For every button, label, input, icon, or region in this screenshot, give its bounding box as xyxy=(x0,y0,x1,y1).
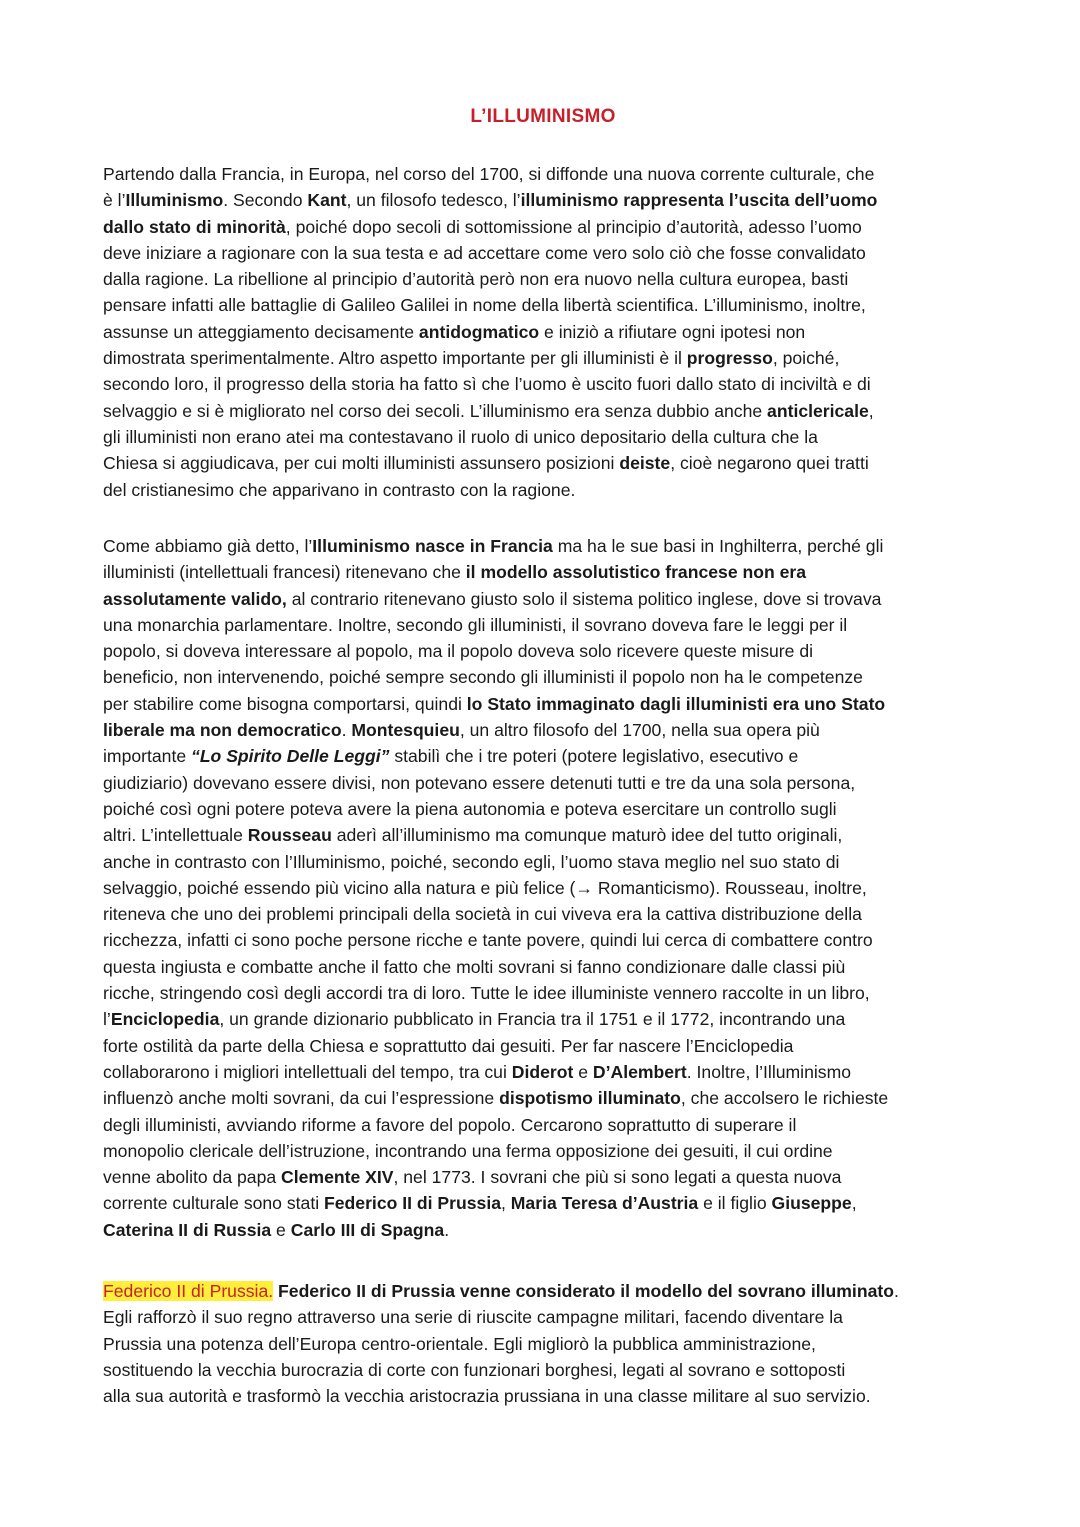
text-line xyxy=(103,1164,983,1190)
text-line xyxy=(103,477,983,503)
text-line xyxy=(103,371,983,397)
text-run: riteneva che uno dei problemi principali della società in cui viveva era la cattiva distribuzione della xyxy=(103,904,862,925)
text-line xyxy=(103,1085,983,1111)
text-run: e iniziò a rifiutare ogni ipotesi non xyxy=(539,321,806,342)
text-line xyxy=(103,240,983,266)
text-line xyxy=(103,1304,983,1330)
bold-text: Enciclopedia xyxy=(110,1009,220,1030)
text-line xyxy=(103,161,983,187)
text-line xyxy=(103,691,983,717)
text-run: al contrario ritenevano giusto solo il sistema politico inglese, dove si trovava xyxy=(286,588,882,609)
text-line xyxy=(103,980,983,1006)
text-run: Come abbiamo già detto, l’ xyxy=(103,536,313,556)
bold-text: Maria Teresa d’Austria xyxy=(510,1193,699,1214)
text-run: importante xyxy=(103,746,192,767)
text-run: venne abolito da papa xyxy=(103,1167,282,1188)
text-line xyxy=(103,214,983,240)
bold-text: assolutamente valido, xyxy=(103,588,287,609)
text-line xyxy=(103,1059,983,1085)
text-line xyxy=(103,1033,983,1059)
text-line xyxy=(103,796,983,822)
text-run: . xyxy=(444,1219,450,1240)
text-line xyxy=(103,822,983,848)
paragraph-illuminismo-intro xyxy=(103,161,983,503)
text-run: Partendo dalla Francia, in Europa, nel corso del 1700, si diffonde una nuova corrente culturale, che xyxy=(103,164,875,184)
bold-text: antidogmatico xyxy=(418,321,540,342)
text-line xyxy=(103,450,983,476)
text-run: anche in contrasto con l’Illuminismo, poiché, secondo egli, l’uomo stava meglio nel suo stato di xyxy=(103,851,840,872)
text-run: gli illuministi non erano atei ma contestavano il ruolo di unico depositario della cultura che la xyxy=(103,426,818,447)
text-line xyxy=(103,424,983,450)
bold-text: Carlo III di Spagna xyxy=(290,1219,445,1240)
bold-text: D’Alembert xyxy=(592,1061,687,1082)
text-run: , un altro filosofo del 1700, nella sua opera più xyxy=(459,720,820,741)
bold-text: liberale ma non democratico xyxy=(103,720,342,741)
text-line xyxy=(103,1331,983,1357)
text-run: selvaggio, poiché essendo più vicino alla natura e più felice (→ Romanticismo). Rousseau, inoltre, xyxy=(103,877,867,898)
text-line xyxy=(103,875,983,901)
text-run: alla sua autorità e trasformò la vecchia aristocrazia prussiana in una classe militare al suo servizio. xyxy=(103,1386,871,1407)
bold-text: Giuseppe xyxy=(771,1193,852,1214)
bold-text: Diderot xyxy=(511,1061,574,1082)
bold-text: Illuminismo xyxy=(125,190,224,211)
text-line xyxy=(103,319,983,345)
text-line xyxy=(103,345,983,371)
text-line xyxy=(103,398,983,424)
text-line xyxy=(103,849,983,875)
text-run: pensare infatti alle battaglie di Galileo Galilei in nome della libertà scientifica. L’illuminismo, inoltre, xyxy=(103,295,866,316)
text-run: e xyxy=(573,1061,593,1082)
text-run: per stabilire come bisogna comportarsi, quindi xyxy=(103,693,467,714)
text-run: e xyxy=(271,1219,291,1240)
bold-text: Montesquieu xyxy=(351,720,460,741)
document-title: L’ILLUMINISMO xyxy=(470,106,616,127)
text-run: , xyxy=(501,1193,511,1214)
text-run: ricche, stringendo così degli accordi tra di loro. Tutte le idee illuministe vennero raccolte in un libro, xyxy=(103,983,870,1004)
text-run: , un grande dizionario pubblicato in Francia tra il 1751 e il 1772, incontrando una xyxy=(219,1009,846,1030)
text-run: secondo loro, il progresso della storia ha fatto sì che l’uomo è uscito fuori dallo stato di inciviltà e di xyxy=(103,374,871,395)
text-run: e il figlio xyxy=(698,1193,772,1214)
text-line xyxy=(103,1190,983,1216)
bold-text: Federico II di Prussia venne considerato il modello del sovrano illuminato xyxy=(278,1281,894,1301)
text-run: ricchezza, infatti ci sono poche persone ricche e tante povere, quindi lui cerca di combattere contro xyxy=(103,930,873,951)
text-line xyxy=(103,1217,983,1243)
text-line xyxy=(103,770,983,796)
bold-text: Clemente XIV xyxy=(281,1167,394,1188)
text-line xyxy=(103,292,983,318)
text-run: . Inoltre, l’Illuminismo xyxy=(686,1061,852,1082)
text-run: sostituendo la vecchia burocrazia di corte con funzionari borghesi, legati al sovrano e sottoposti xyxy=(103,1359,846,1380)
text-run: questa ingiusta e combatte anche il fatto che molti sovrani si fanno condizionare dalle classi più xyxy=(103,956,846,977)
bold-text: Federico II di Prussia xyxy=(324,1193,501,1214)
bold-text: Illuminismo nasce in Francia xyxy=(312,536,553,556)
text-run: ma ha le sue basi in Inghilterra, perché gli xyxy=(552,536,884,556)
text-line xyxy=(103,586,983,612)
text-run: Egli rafforzò il suo regno attraverso una serie di riuscite campagne militari, facendo diventare la xyxy=(103,1307,843,1328)
text-line xyxy=(103,1112,983,1138)
text-run: popolo, si doveva interessare al popolo, ma il popolo doveva solo ricevere queste misure di xyxy=(103,641,814,662)
bold-text: dispotismo illuminato xyxy=(499,1088,681,1109)
text-line xyxy=(103,1357,983,1383)
text-run: degli illuministi, avviando riforme a favore del popolo. Cercarono soprattutto di superare il xyxy=(103,1114,797,1135)
text-run: . xyxy=(341,720,352,741)
text-run: monopolio clericale dell’istruzione, incontrando una ferma opposizione dei gesuiti, il cui ordine xyxy=(103,1140,833,1161)
bold-text: Kant xyxy=(307,190,347,211)
text-run: è l’ xyxy=(103,190,126,211)
text-run: dimostrata sperimentalmente. Altro aspetto importante per gli illuministi è il xyxy=(103,348,687,369)
text-run: selvaggio e si è migliorato nel corso dei secoli. L’illuminismo era senza dubbio anche xyxy=(103,400,768,421)
text-run: stabilì che i tre poteri (potere legislativo, esecutivo e xyxy=(389,746,799,767)
text-run: giudiziario) dovevano essere divisi, non potevano essere detenuti tutti e tre da una sola persona, xyxy=(103,772,856,793)
text-run: deve iniziare a ragionare con la sua testa e ad accettare come vero solo ciò che fosse convalidato xyxy=(103,242,866,263)
text-run: poiché così ogni potere poteva avere la piena autonomia e poteva esercitare un controllo sugli xyxy=(103,798,837,819)
text-run: altri. L’intellettuale xyxy=(103,825,248,846)
bold-text: “Lo Spirito Delle Leggi” xyxy=(191,746,390,767)
text-line xyxy=(103,187,983,213)
bold-text: illuminismo rappresenta l’uscita dell’uomo xyxy=(520,190,878,211)
bold-text: Caterina II di Russia xyxy=(103,1219,272,1240)
paragraph-federico-ii xyxy=(103,1278,983,1409)
text-run: Chiesa si aggiudicava, per cui molti illuministi assunsero posizioni xyxy=(103,453,620,474)
text-run: , nel 1773. I sovrani che più si sono legati a questa nuova xyxy=(393,1167,842,1188)
text-line xyxy=(103,927,983,953)
text-line xyxy=(103,638,983,664)
paragraph-illuminismo-francia xyxy=(103,533,983,1243)
bold-text: deiste xyxy=(619,453,671,474)
text-run: assunse un atteggiamento decisamente xyxy=(103,321,419,342)
highlighted-heading: Federico II di Prussia. xyxy=(103,1281,274,1301)
text-run: illuministi (intellettuali francesi) ritenevano che xyxy=(103,562,466,583)
text-run: corrente culturale sono stati xyxy=(103,1193,325,1214)
text-line xyxy=(103,533,983,559)
text-line xyxy=(103,664,983,690)
bold-text: progresso xyxy=(686,348,773,369)
text-run: influenzò anche molti sovrani, da cui l’espressione xyxy=(103,1088,500,1109)
text-run: . Secondo xyxy=(223,190,308,211)
text-line xyxy=(103,612,983,638)
text-run: forte ostilità da parte della Chiesa e soprattutto dai gesuiti. Per far nascere l’Enciclopedia xyxy=(103,1035,794,1056)
bold-text: Rousseau xyxy=(247,825,332,846)
text-run: , xyxy=(868,400,874,421)
text-run: , xyxy=(851,1193,857,1214)
text-line xyxy=(103,1138,983,1164)
text-line xyxy=(103,1006,983,1032)
text-run: del cristianesimo che apparivano in contrasto con la ragione. xyxy=(103,479,576,500)
text-run: , che accolsero le richieste xyxy=(680,1088,889,1109)
text-line xyxy=(103,559,983,585)
text-line xyxy=(103,743,983,769)
bold-text: il modello assolutistico francese non era xyxy=(465,562,807,583)
text-run: aderì all’illuminismo ma comunque maturò idee del tutto originali, xyxy=(331,825,843,846)
bold-text: lo Stato immaginato dagli illuministi era uno Stato xyxy=(466,693,886,714)
text-run: Prussia una potenza dell’Europa centro-orientale. Egli migliorò la pubblica amministrazione, xyxy=(103,1333,816,1354)
text-run: beneficio, non intervenendo, poiché sempre secondo gli illuministi il popolo non ha le competenze xyxy=(103,667,863,688)
bold-text: dallo stato di minorità xyxy=(103,216,286,237)
text-line xyxy=(103,266,983,292)
text-line xyxy=(103,901,983,927)
text-line xyxy=(103,1383,983,1409)
text-run: una monarchia parlamentare. Inoltre, secondo gli illuministi, il sovrano doveva fare le leggi per il xyxy=(103,614,848,635)
text-run: , poiché, xyxy=(772,348,840,369)
text-run: . xyxy=(893,1281,899,1301)
text-run: l’ xyxy=(103,1009,111,1030)
text-line xyxy=(103,717,983,743)
text-run: dalla ragione. La ribellione al principio d’autorità però non era nuovo nella cultura europea, basti xyxy=(103,269,849,290)
text-run: , poiché dopo secoli di sottomissione al principio d’autorità, adesso l’uomo xyxy=(285,216,862,237)
text-run: , cioè negarono quei tratti xyxy=(670,453,869,474)
text-run: , un filosofo tedesco, l’ xyxy=(346,190,521,211)
text-line xyxy=(103,954,983,980)
text-line xyxy=(103,1278,983,1304)
bold-text: anticlericale xyxy=(767,400,869,421)
text-run: collaborarono i migliori intellettuali del tempo, tra cui xyxy=(103,1061,512,1082)
